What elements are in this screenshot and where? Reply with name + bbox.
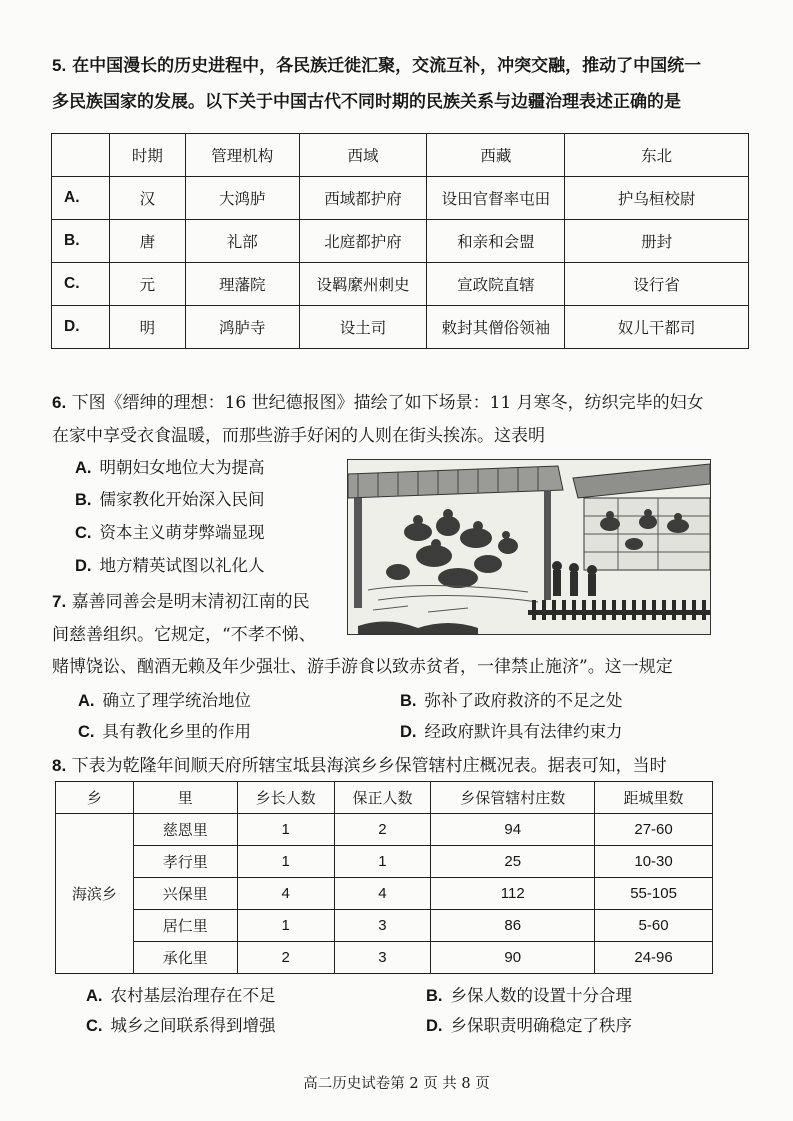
table-row: 兴保里 4 4 112 55-105	[56, 878, 713, 910]
option-label: C.	[52, 263, 110, 306]
q5-table-header	[52, 134, 749, 177]
q5-stem-line2: 多民族国家的发展。以下关于中国古代不同时期的民族关系与边疆治理表述正确的是	[52, 92, 681, 112]
q7-option-c[interactable]: C. 具有教化乡里的作用	[78, 722, 251, 741]
q8-option-d[interactable]: D. 乡保职责明确稳定了秩序	[426, 1016, 632, 1035]
q5-text-1: 在中国漫长的历史进程中，各民族迁徙汇聚，交流互补，冲突交融，推动了中国统一	[72, 56, 702, 76]
q7-stem-line3: 赌博饶讼、酗酒无赖及年少强壮、游手游食以致赤贫者，一律禁止施济”。这一规定	[52, 657, 673, 677]
q6-option-d[interactable]: D. 地方精英试图以礼化人	[75, 556, 265, 575]
q8-header-cell: 乡保管辖村庄数	[431, 782, 595, 814]
table-row: B. 唐 礼部 北庭都护府 和亲和会盟 册封	[52, 220, 749, 263]
q8-table	[55, 781, 713, 974]
q6-number: 6.	[52, 393, 67, 412]
q8-header-cell: 乡	[56, 782, 134, 814]
q5-header-cell: 时期	[109, 134, 185, 177]
table-row: 海滨乡 慈恩里 1 2 94 27-60	[56, 814, 713, 846]
q8-header-cell: 距城里数	[595, 782, 713, 814]
q8-header-cell: 里	[133, 782, 237, 814]
q8-header-cell: 乡长人数	[237, 782, 334, 814]
q6-option-c[interactable]: C. 资本主义萌芽弊端显现	[75, 523, 265, 542]
q6-stem-line1	[52, 391, 752, 415]
q5-number: 5.	[52, 56, 67, 75]
q5-stem-line1	[52, 54, 752, 78]
q7-stem-line2: 间慈善组织。它规定，“不孝不悌、	[52, 625, 316, 645]
table-row: D. 明 鸿胪寺 设土司 敕封其僧俗领袖 奴儿干都司	[52, 306, 749, 349]
q7-number: 7.	[52, 592, 67, 611]
q7-option-a[interactable]: A. 确立了理学统治地位	[78, 691, 251, 710]
option-label: A.	[52, 177, 110, 220]
q5-header-cell: 管理机构	[185, 134, 299, 177]
table-row: 承化里 2 3 90 24-96	[56, 942, 713, 974]
table-row: 孝行里 1 1 25 10-30	[56, 846, 713, 878]
q7-stem-line1	[52, 590, 342, 614]
q8-table-header	[56, 782, 713, 814]
q6-stem-line2: 在家中享受衣食温暖，而那些游手好闲的人则在街头挨冻。这表明	[52, 426, 545, 446]
q6-option-a[interactable]: A. 明朝妇女地位大为提高	[75, 458, 265, 477]
q6-text-1: 下图《缙绅的理想：16 世纪德报图》描绘了如下场景：11 月寒冬，纺织完毕的妇女	[71, 393, 704, 413]
woodcut-illustration	[347, 459, 711, 635]
page-footer: 高二历史试卷第 2 页 共 8 页	[303, 1076, 490, 1092]
q8-option-a[interactable]: A. 农村基层治理存在不足	[86, 986, 276, 1005]
q8-option-c[interactable]: C. 城乡之间联系得到增强	[86, 1016, 276, 1035]
table-row: 居仁里 1 3 86 5-60	[56, 910, 713, 942]
table-row: A. 汉 大鸿胪 西域都护府 设田官督率屯田 护乌桓校尉	[52, 177, 749, 220]
q8-stem-line1	[52, 754, 752, 778]
q6-option-b[interactable]: B. 儒家教化开始深入民间	[75, 490, 265, 509]
q5-header-cell: 西藏	[427, 134, 565, 177]
q5-header-cell: 东北	[565, 134, 749, 177]
township-cell: 海滨乡	[56, 814, 134, 974]
option-label: D.	[52, 306, 110, 349]
q8-option-b[interactable]: B. 乡保人数的设置十分合理	[426, 986, 632, 1005]
q7-text-1: 嘉善同善会是明末清初江南的民	[71, 592, 310, 612]
q5-header-cell: 西域	[299, 134, 427, 177]
q5-table	[51, 133, 749, 349]
q8-number: 8.	[52, 756, 67, 775]
q8-text-1: 下表为乾隆年间顺天府所辖宝坻县海滨乡乡保管辖村庄概况表。据表可知，当时	[71, 756, 667, 776]
q7-option-d[interactable]: D. 经政府默许具有法律约束力	[400, 722, 623, 741]
option-label: B.	[52, 220, 110, 263]
woodcut-drawing	[348, 460, 710, 634]
q8-header-cell: 保正人数	[334, 782, 431, 814]
table-row: C. 元 理藩院 设羁縻州刺史 宣政院直辖 设行省	[52, 263, 749, 306]
q7-option-b[interactable]: B. 弥补了政府救济的不足之处	[400, 691, 623, 710]
